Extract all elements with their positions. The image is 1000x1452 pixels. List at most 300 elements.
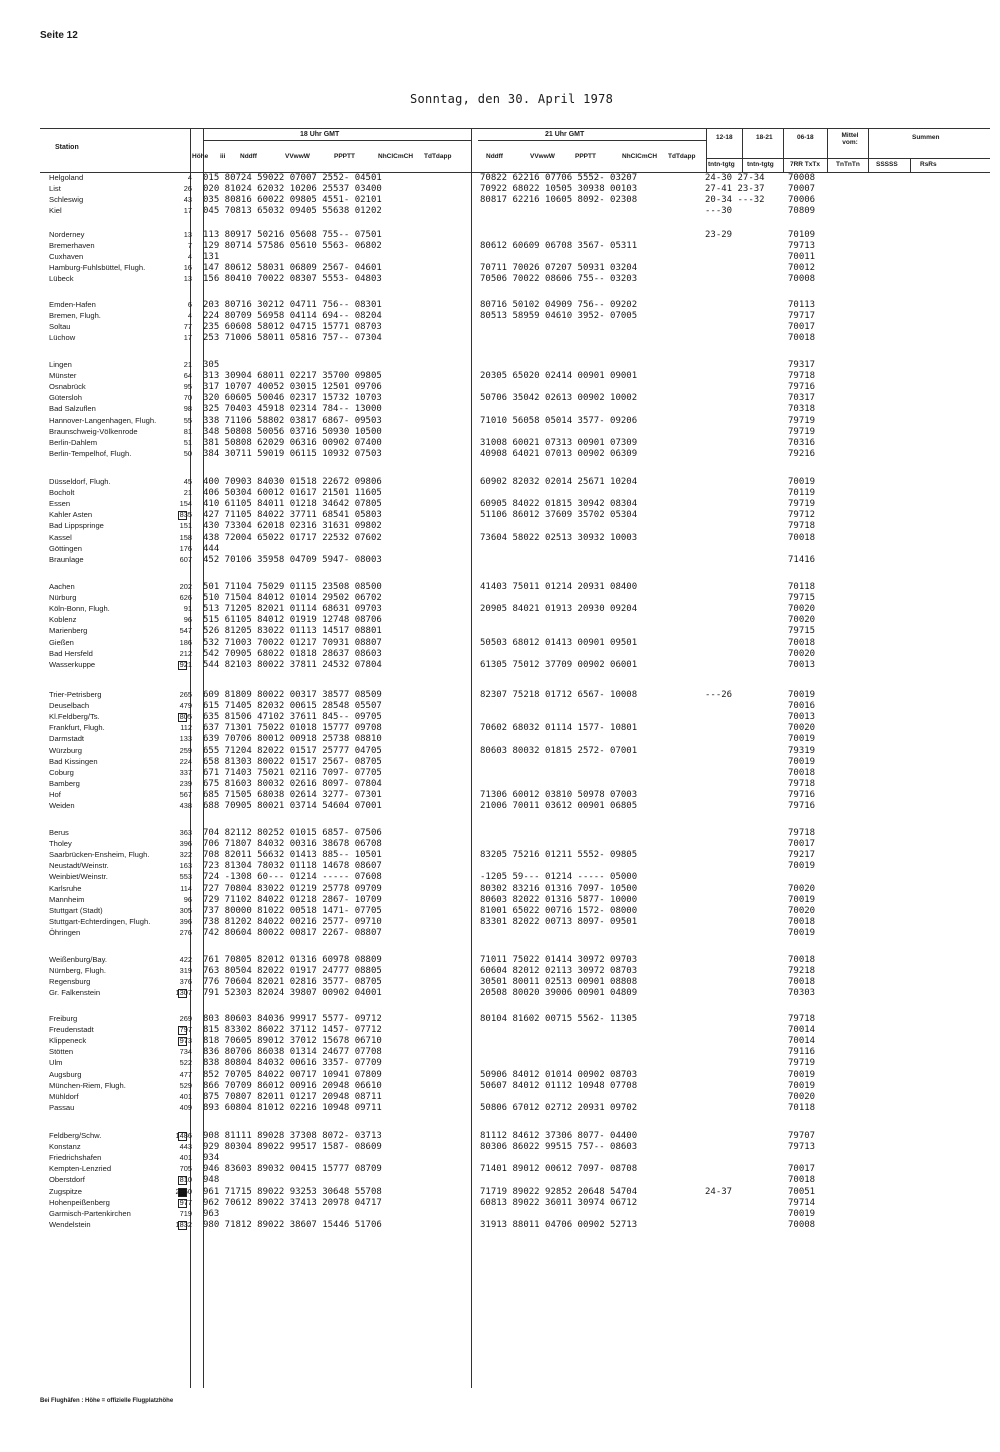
mittel-value: 70020: [788, 905, 816, 916]
station-name: Wasserkuppe: [49, 659, 96, 669]
station-name: Cuxhaven: [49, 252, 84, 262]
station-height: 529: [179, 1080, 192, 1090]
obs-18-gmt: 410 61105 84011 01218 34642 07805: [203, 499, 382, 510]
station-name: Gr. Falkenstein: [49, 988, 101, 998]
obs-18-gmt: 113 80917 50216 05608 755-- 07501: [203, 230, 382, 240]
mittel-value: 70019: [788, 1208, 816, 1219]
station-name: Öhringen: [49, 927, 81, 937]
obs-21-gmt: 71719 89022 92852 20648 54704: [480, 1186, 638, 1197]
obs-21-gmt: 50906 84012 01014 00902 08703: [480, 1069, 638, 1080]
station-height: 921: [179, 659, 192, 669]
station-name: Konstanz: [49, 1142, 81, 1152]
station-name: List: [49, 184, 61, 194]
station-height: 973: [179, 1036, 192, 1046]
station-height: 239: [179, 778, 192, 788]
station-name: Saarbrücken-Ensheim, Flugh.: [49, 850, 150, 860]
obs-21-gmt: 70822 62216 07706 5552- 03207: [480, 173, 638, 183]
station-name: Feldberg/Schw.: [49, 1131, 102, 1140]
station-height: 77: [183, 322, 192, 332]
obs-18-gmt: 406 50304 60012 01617 21501 11605: [203, 488, 382, 499]
obs-18-gmt: 934: [203, 1153, 220, 1164]
station-height: 734: [179, 1047, 192, 1057]
station-header: Station: [55, 144, 79, 151]
station-name: Bremerhaven: [49, 241, 95, 251]
station-name: Garmisch-Partenkirchen: [49, 1208, 131, 1218]
obs-18-gmt: 515 61105 84012 01919 12748 08706: [203, 615, 382, 626]
t-12-18-header: 12-18: [716, 134, 733, 141]
station-height: 176: [179, 543, 192, 553]
obs-21-gmt: 80104 81602 00715 5562- 11305: [480, 1014, 638, 1024]
obs-21-gmt: 71401 89012 00612 7097- 08708: [480, 1164, 638, 1175]
obs-18-gmt: 658 81303 80022 01517 2567- 08705: [203, 756, 382, 767]
obs-21-gmt: 50806 67012 02712 20931 09702: [480, 1102, 638, 1113]
mittel-value: 79216: [788, 448, 816, 459]
mittel-value: 70019: [788, 756, 816, 767]
obs-18-gmt: 637 71301 75022 01018 15777 09708: [203, 723, 382, 734]
station-name: Berus: [49, 828, 69, 837]
obs-18-gmt: 838 80804 84032 00616 3357- 07709: [203, 1058, 382, 1069]
obs-21-gmt: 80513 58959 04610 3952- 07005: [480, 311, 638, 322]
mittel-value: 70019: [788, 734, 816, 745]
station-name: Mühldorf: [49, 1091, 79, 1101]
obs-21-gmt: 80612 60609 06708 3567- 05311: [480, 241, 638, 252]
mittel-value: 70008: [788, 274, 816, 285]
station-name: Ulm: [49, 1058, 63, 1068]
mittel-value: 70020: [788, 1091, 816, 1102]
station-height: 13: [183, 230, 192, 239]
table-row: [0, 555, 1000, 567]
obs-18-gmt: 235 60608 58012 04715 15771 08703: [203, 322, 382, 333]
mittel-value: 79714: [788, 1197, 816, 1208]
obs-18-gmt: 639 70706 80012 00918 25738 08810: [203, 734, 382, 745]
obs-18-gmt: 615 71405 82032 00615 28548 05507: [203, 701, 382, 712]
station-name: Kl.Feldberg/Ts.: [49, 712, 100, 722]
station-name: Augsburg: [49, 1069, 82, 1079]
station-height: 45: [183, 477, 192, 486]
obs-18-gmt: 325 70403 45918 02314 784-- 13000: [203, 404, 382, 415]
obs-18-gmt: 723 81304 78032 01118 14678 08607: [203, 861, 382, 872]
mittel-value: 70018: [788, 333, 816, 344]
station-height: 17: [183, 206, 192, 216]
mittel-value: 70018: [788, 916, 816, 927]
gmt18-col-5: TdTdapp: [424, 153, 452, 160]
station-name: Freudenstadt: [49, 1025, 94, 1035]
station-height: 96: [183, 615, 192, 625]
station-height: 376: [179, 977, 192, 987]
station-height: 401: [179, 1091, 192, 1101]
obs-18-gmt: 020 81024 62032 10206 25537 03400: [203, 184, 382, 195]
obs-18-gmt: 708 82011 56632 01413 885-- 10501: [203, 850, 382, 861]
station-height: 1486: [175, 1131, 192, 1140]
mittel-value: 70303: [788, 988, 816, 999]
station-height: 7: [187, 241, 192, 251]
temp-extremes: 24-30 27-34: [705, 173, 765, 183]
station-height: 396: [179, 839, 192, 849]
obs-21-gmt: 73604 58022 02513 30932 10003: [480, 532, 638, 543]
mittel-value: 70008: [788, 173, 816, 183]
mittel-value: 70013: [788, 659, 816, 670]
mittel-value: 79712: [788, 510, 816, 521]
mittel-value: 70018: [788, 977, 816, 988]
mittel-value: 70008: [788, 1219, 816, 1230]
obs-18-gmt: 729 71102 84022 01218 2867- 10709: [203, 894, 382, 905]
station-height: 96: [183, 894, 192, 904]
mittel-value: 70019: [788, 1080, 816, 1091]
station-name: Kempten-Lenzried: [49, 1164, 112, 1174]
mittel-value: 79715: [788, 593, 816, 604]
obs-21-gmt: 20508 80020 39006 00901 04809: [480, 988, 638, 999]
obs-21-gmt: 21006 70011 03612 00901 06805: [480, 801, 638, 811]
obs-18-gmt: 836 80706 86038 01314 24677 07708: [203, 1047, 382, 1058]
obs-18-gmt: 430 73304 62018 02316 31631 09802: [203, 521, 382, 532]
mittel-value: 79718: [788, 828, 816, 838]
mittel-value: 70118: [788, 582, 816, 592]
station-height: 401: [179, 1153, 192, 1163]
page-number: Seite 12: [40, 30, 78, 41]
obs-21-gmt: 81112 84612 37306 8077- 04400: [480, 1131, 638, 1141]
gmt21-col-2: VVwwW: [530, 153, 555, 160]
station-height: 567: [179, 789, 192, 799]
gmt18-header: 18 Uhr GMT: [300, 131, 340, 138]
station-name: Düsseldorf, Flugh.: [49, 477, 111, 486]
mittel-value: 70318: [788, 404, 816, 415]
station-height: 276: [179, 927, 192, 937]
obs-18-gmt: 452 70106 35958 04709 5947- 08003: [203, 554, 382, 565]
gmt18-col-1: Nddff: [240, 153, 257, 160]
station-height: 6: [187, 300, 192, 309]
station-height: 151: [179, 521, 192, 531]
obs-18-gmt: 866 70709 86012 00916 20948 06610: [203, 1080, 382, 1091]
station-name: Hamburg-Fuhlsbüttel, Flugh.: [49, 263, 146, 273]
station-name: Stuttgart-Echterdingen, Flugh.: [49, 916, 151, 926]
obs-21-gmt: 71306 60012 03810 50978 07003: [480, 789, 638, 800]
temp-extremes: 24-37: [705, 1186, 733, 1197]
temp-sub-rule: [706, 158, 990, 159]
table-row: [0, 449, 1000, 461]
mittel-value: 70019: [788, 894, 816, 905]
station-name: Wendelstein: [49, 1219, 91, 1229]
mittel-value: 79719: [788, 426, 816, 437]
mittel-value: 70006: [788, 195, 816, 206]
obs-21-gmt: 80716 50102 04909 756-- 09202: [480, 300, 638, 310]
obs-21-gmt: 83205 75216 01211 5552- 09805: [480, 850, 638, 861]
station-height: 21: [183, 360, 192, 369]
t-18-21-header: 18-21: [756, 134, 773, 141]
obs-18-gmt: 131: [203, 252, 220, 263]
table-row: [0, 928, 1000, 940]
station-name: Hof: [49, 789, 61, 799]
obs-21-gmt: 80603 82022 01316 5877- 10000: [480, 894, 638, 905]
obs-18-gmt: 045 70813 65032 09405 55638 01202: [203, 206, 382, 217]
station-name: Darmstadt: [49, 734, 85, 744]
station-name: Friedrichshafen: [49, 1153, 102, 1163]
mittel-value: 79718: [788, 371, 816, 382]
table-row: [0, 206, 1000, 218]
obs-18-gmt: 381 50808 62029 06316 00902 07400: [203, 437, 382, 448]
obs-18-gmt: 727 70804 83022 01219 25778 09709: [203, 883, 382, 894]
obs-18-gmt: 317 10707 40052 03015 12501 09706: [203, 382, 382, 393]
station-name: Stötten: [49, 1047, 74, 1057]
obs-18-gmt: 961 71715 89022 93253 30648 55708: [203, 1186, 382, 1197]
obs-21-gmt: 60902 82032 02014 25671 10204: [480, 477, 638, 487]
station-name: Hohenpeißenberg: [49, 1197, 110, 1207]
mittel-value: 79716: [788, 801, 816, 811]
station-height: 163: [179, 861, 192, 871]
station-name: Würzburg: [49, 745, 82, 755]
mittel-value: 70018: [788, 767, 816, 778]
obs-18-gmt: 737 80000 81022 00518 1471- 07705: [203, 905, 382, 916]
t1-sub-header: tntn-tgtg: [708, 161, 735, 168]
obs-21-gmt: 80817 62216 10605 8092- 02308: [480, 195, 638, 206]
gmt21-col-5: TdTdapp: [668, 153, 696, 160]
station-name: Frankfurt, Flugh.: [49, 723, 105, 733]
station-height: 322: [179, 850, 192, 860]
station-name: Osnabrück: [49, 382, 86, 392]
mittel-value: 70018: [788, 1175, 816, 1186]
station-name: Emden-Hafen: [49, 300, 96, 309]
mittel-value: 79715: [788, 626, 816, 637]
mittel-value: 70019: [788, 477, 816, 487]
station-height: 835: [179, 510, 192, 520]
station-height: 438: [179, 801, 192, 810]
station-name: Marienberg: [49, 626, 88, 636]
mittel-value: 70011: [788, 252, 816, 263]
mittel-value: 70014: [788, 1025, 816, 1036]
temp-extremes: 20-34 ---32: [705, 195, 765, 206]
obs-21-gmt: 82307 75218 01712 6567- 10008: [480, 690, 638, 700]
station-height: 443: [179, 1142, 192, 1152]
mittel-value: 79718: [788, 778, 816, 789]
obs-21-gmt: 40908 64021 07013 00902 06309: [480, 448, 638, 459]
station-name: Kiel: [49, 206, 62, 216]
mittel-value: 79716: [788, 382, 816, 393]
station-height: 112: [180, 723, 192, 733]
gmt18-col-3: PPPTT: [334, 153, 355, 160]
mittel-value: 79116: [788, 1047, 816, 1058]
mittel-value: 70019: [788, 927, 816, 938]
station-name: Lingen: [49, 360, 72, 369]
station-height: 158: [179, 532, 192, 542]
obs-18-gmt: 946 83603 89032 00415 15777 08709: [203, 1164, 382, 1175]
mittel-value: 79319: [788, 745, 816, 756]
station-name: Lüchow: [49, 333, 76, 343]
station-height: 154: [179, 499, 192, 509]
obs-21-gmt: -1205 59--- 01214 ----- 05000: [480, 872, 638, 883]
station-name: Nürburg: [49, 593, 77, 603]
mittel-value: 79719: [788, 415, 816, 426]
station-height: 337: [179, 767, 192, 777]
station-name: Zugspitze: [49, 1186, 82, 1196]
obs-18-gmt: 544 82103 80022 37811 24532 07804: [203, 659, 382, 670]
table-row: [0, 660, 1000, 672]
station-height: 70: [183, 393, 192, 403]
obs-18-gmt: 542 70905 68022 01818 28637 08603: [203, 648, 382, 659]
obs-18-gmt: 035 80816 60022 09805 4551- 02101: [203, 195, 382, 206]
station-height: 797: [179, 1025, 192, 1035]
station-height: 607: [179, 554, 192, 564]
gmt21-temp-divider: [706, 128, 707, 172]
t2-sub-header: tntn-tgtg: [747, 161, 774, 168]
obs-18-gmt: 963: [203, 1208, 220, 1219]
obs-18-gmt: 320 60605 50046 02317 15732 10703: [203, 393, 382, 404]
table-row: [0, 801, 1000, 813]
height-header: Höhe: [192, 153, 209, 160]
temp-extremes: ---30: [705, 206, 733, 217]
obs-21-gmt: 31008 60021 07313 00901 07309: [480, 437, 638, 448]
station-height: 202: [179, 582, 192, 591]
mittel-value: 70109: [788, 230, 816, 240]
t-06-18-header: 06-18: [797, 134, 814, 141]
temp-extremes: 27-41 23-37: [705, 184, 765, 195]
station-name: Gütersloh: [49, 393, 82, 403]
mittel-value: 70016: [788, 701, 816, 712]
table-row: [0, 274, 1000, 286]
obs-18-gmt: 761 70805 82012 01316 60978 08809: [203, 955, 382, 965]
obs-21-gmt: 50607 84012 01112 10948 07708: [480, 1080, 638, 1091]
station-name: Gießen: [49, 637, 74, 647]
mittel-value: 70020: [788, 723, 816, 734]
station-name: Bocholt: [49, 488, 75, 498]
obs-18-gmt: 147 80612 58031 06809 2567- 04601: [203, 263, 382, 274]
station-height: 51: [183, 437, 192, 447]
station-name: Passau: [49, 1102, 75, 1112]
obs-21-gmt: 71010 56058 05014 3577- 09206: [480, 415, 638, 426]
obs-21-gmt: 70922 68022 10505 30938 00103: [480, 184, 638, 195]
mittel-value: 70317: [788, 393, 816, 404]
station-name: Bamberg: [49, 778, 80, 788]
temp-col-divider-1: [742, 128, 743, 172]
mittel-value: 70020: [788, 615, 816, 626]
obs-18-gmt: 224 80709 56958 04114 694-- 08204: [203, 311, 382, 322]
mittel-value: 70020: [788, 648, 816, 659]
obs-18-gmt: 803 80603 84036 99917 5577- 09712: [203, 1014, 382, 1024]
station-height: 17: [183, 333, 192, 343]
station-height: 810: [179, 1175, 192, 1185]
station-height: 26: [183, 184, 192, 194]
station-name: Köln-Bonn, Flugh.: [49, 604, 110, 614]
station-name: Kahler Asten: [49, 510, 93, 520]
station-height: 95: [183, 382, 192, 392]
mittel-value: 70012: [788, 263, 816, 274]
station-height: 265: [179, 690, 192, 699]
obs-18-gmt: 962 70612 89022 37413 20978 04717: [203, 1197, 382, 1208]
gmt18-col-4: NhClCmCH: [378, 153, 414, 160]
station-name: Deuselbach: [49, 701, 90, 711]
gmt18-col-2: VVwwW: [285, 153, 310, 160]
summen-sub-header-1: SSSSS: [876, 161, 898, 168]
station-height: 81: [183, 426, 192, 436]
mittel-value: 70020: [788, 604, 816, 615]
obs-18-gmt: 501 71104 75029 01115 23508 08500: [203, 582, 382, 592]
station-height: 13: [183, 274, 192, 284]
footnote: Bei Flughäfen : Höhe = offizielle Flugplatzhöhe: [40, 1398, 174, 1404]
obs-18-gmt: 015 80724 59022 07007 2552- 04501: [203, 173, 382, 183]
station-name: Münster: [49, 371, 77, 381]
mittel-value: 70019: [788, 1069, 816, 1080]
station-height: 522: [179, 1058, 192, 1068]
station-height: 64: [183, 371, 192, 381]
station-height: 409: [179, 1102, 192, 1112]
header-top-rule: [40, 128, 990, 129]
mittel-value: 79719: [788, 1058, 816, 1069]
station-height: 705: [179, 1164, 192, 1174]
mittel-value: 70013: [788, 712, 816, 723]
obs-21-gmt: 50503 68012 01413 00901 09501: [480, 637, 638, 648]
obs-18-gmt: 818 70605 89012 37012 15678 06710: [203, 1036, 382, 1047]
iii-header: iii: [220, 153, 226, 160]
obs-18-gmt: 852 70705 84022 00717 10941 07809: [203, 1069, 382, 1080]
obs-18-gmt: 253 71006 58011 05816 757-- 07304: [203, 333, 382, 344]
obs-18-gmt: 129 80714 57586 05610 5563- 06802: [203, 241, 382, 252]
obs-21-gmt: 50706 35042 02613 00902 10002: [480, 393, 638, 404]
station-name: Koblenz: [49, 615, 77, 625]
obs-18-gmt: 929 80304 89022 99517 1587- 08609: [203, 1142, 382, 1153]
obs-18-gmt: 635 81506 47102 37611 845-- 09705: [203, 712, 382, 723]
temp-col-divider-4: [868, 128, 869, 172]
mittel-value: 70118: [788, 1102, 816, 1113]
obs-18-gmt: 400 70903 84030 01518 22672 09806: [203, 477, 382, 487]
obs-21-gmt: 81001 65022 00716 1572- 08000: [480, 905, 638, 916]
obs-18-gmt: 948: [203, 1175, 220, 1186]
mittel-value: 70809: [788, 206, 816, 217]
obs-18-gmt: 438 72004 65022 01717 22532 07602: [203, 532, 382, 543]
obs-18-gmt: 706 71807 84032 00316 38678 06708: [203, 839, 382, 850]
station-height: 1307: [175, 988, 192, 998]
obs-18-gmt: 444: [203, 543, 220, 554]
station-name: Stuttgart (Stadt): [49, 905, 103, 915]
obs-18-gmt: 609 81809 80022 00317 38577 08509: [203, 690, 382, 700]
obs-18-gmt: 724 -1308 60--- 01214 ----- 07608: [203, 872, 382, 883]
obs-21-gmt: 20305 65020 02414 00901 09001: [480, 371, 638, 382]
station-name: Braunlage: [49, 554, 84, 564]
obs-18-gmt: 532 71003 70022 01217 70931 08807: [203, 637, 382, 648]
station-name: Soltau: [49, 322, 71, 332]
summen-sub-header-2: RsRs: [920, 161, 937, 168]
mittel-value: 70051: [788, 1186, 816, 1197]
obs-18-gmt: 526 81205 83022 01113 14517 08801: [203, 626, 382, 637]
station-height: 269: [179, 1014, 192, 1023]
station-height: 363: [179, 828, 192, 837]
obs-18-gmt: 980 71812 89022 38607 15446 51706: [203, 1219, 382, 1230]
station-name: Helgoland: [49, 173, 84, 182]
station-name: Bad Hersfeld: [49, 648, 93, 658]
station-height: 114: [180, 883, 192, 893]
station-name: Oberstdorf: [49, 1175, 85, 1185]
station-name: Coburg: [49, 767, 74, 777]
obs-21-gmt: 30501 80011 02513 00901 08808: [480, 977, 638, 988]
obs-18-gmt: 675 81603 80032 02616 8097- 07804: [203, 778, 382, 789]
station-name: Weißenburg/Bay.: [49, 955, 107, 964]
station-height: 4: [187, 311, 192, 321]
mittel-value: 70020: [788, 883, 816, 894]
obs-21-gmt: 41403 75011 01214 20931 08400: [480, 582, 638, 592]
mittel-value: 79707: [788, 1131, 816, 1141]
station-height: 21: [183, 488, 192, 498]
table-row: [0, 333, 1000, 345]
station-height: 477: [179, 1069, 192, 1079]
station-height: 479: [179, 701, 192, 711]
mittel-value: 70018: [788, 637, 816, 648]
gmt21-sub-rule: [478, 140, 706, 141]
station-name: Bad Salzuflen: [49, 404, 96, 414]
obs-18-gmt: 908 81111 89028 37308 8072- 03713: [203, 1131, 382, 1141]
mittel-value: 70119: [788, 488, 816, 499]
station-height: 212: [179, 648, 192, 658]
station-height: 1832: [175, 1219, 192, 1229]
station-name: Berlin-Tempelhof, Flugh.: [49, 448, 132, 458]
station-height: 422: [179, 955, 192, 964]
mittel-value: 70017: [788, 322, 816, 333]
